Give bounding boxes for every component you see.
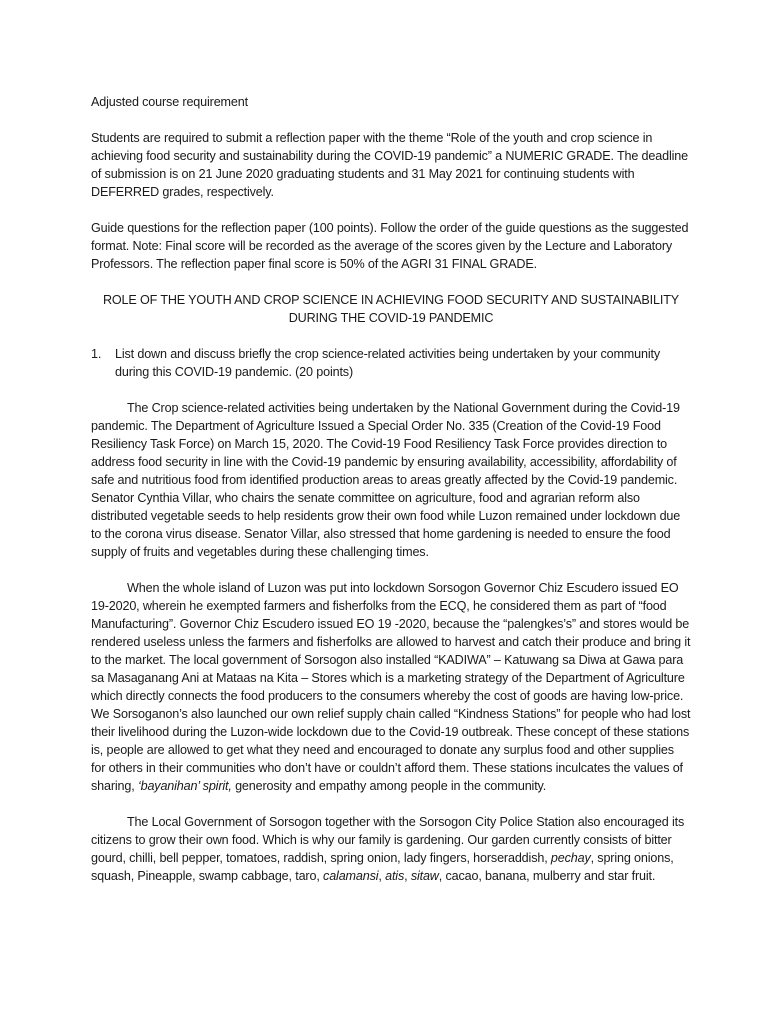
- paragraph-3-text-b: , spring onions, squash, Pineapple, swamp cabbage, taro,: [91, 851, 674, 883]
- question-item: [91, 345, 691, 381]
- paragraph-2-text-b: generosity and empathy among people in the community.: [231, 779, 547, 793]
- paragraph-2-italic: ‘bayanihan’ spirit,: [137, 779, 232, 793]
- paragraph-3-sitaw: sitaw: [410, 869, 439, 883]
- guide-paragraph: Guide questions for the reflection paper (100 points). Follow the order of the guide questions as the suggested format. Note: Final score will be recorded as the average of the scores given by the Lecture and Laboratory Professors. The reflection paper final score is 50% of the AGRI 31 FINAL GRADE.: [91, 221, 689, 271]
- question-number: 1.: [91, 347, 102, 361]
- paragraph-3-calamansi: calamansi: [323, 869, 379, 883]
- paragraph-2-text-a: When the whole island of Luzon was put into lockdown Sorsogon Governor Chiz Escudero issued EO 19-2020, wherein he exempted farmers and fisherfolks from the ECQ, he considered them as part of “food Manufacturing”. Governor Chiz Escudero issued EO 19 -2020, because the “palengkes’s” and stores would be rendered useless unless the farmers and fisherfolks are allowed to harvest and catch their produce and bring it to the market. The local government of Sorsogon also installed “KADIWA” – Katuwang sa Diwa at Gawa para sa Masaganang Ani at Mataas na Kita – Stores which is a marketing strategy of the Department of Agriculture which directly connects the food producers to the consumers whereby the cost of goods are having low-price. We Sorsoganon’s also launched our own relief supply chain called “Kindness Stations” for people who had lost their livelihood during the Luzon-wide lockdown due to the Covid-19 outbreak. These concept of these stations is, people are allowed to get what they need and encouraged to donate any surplus food and other supplies for others in their communities who don’t have or couldn’t afford them. These stations inculcates the values of sharing,: [91, 581, 691, 793]
- body-paragraph-1: The Crop science-related activities being undertaken by the National Government during the Covid-19 pandemic. The Department of Agriculture Issued a Special Order No. 335 (Creation of the Covid-19 Food Resiliency Task Force) on March 15, 2020. The Covid-19 Food Resiliency Task Force provides direction to address food security in line with the Covid-19 pandemic by ensuring availability, accessibility, affordability of safe and nutritious food from identified production areas to areas greatly affected by the Covid-19 pandemic. Senator Cynthia Villar, who chairs the senate committee on agriculture, food and agrarian reform also distributed vegetable seeds to help residents grow their own food while Luzon remained under lockdown due to the corona virus disease. Senator Villar, also stressed that home gardening is needed to ensure the food supply of fruits and vegetables during these challenging times.: [91, 401, 681, 559]
- question-text: List down and discuss briefly the crop science-related activities being undertaken by your community during this COVID-19 pandemic. (20 points): [115, 347, 661, 379]
- document-page: [91, 93, 691, 885]
- body-paragraph-2: [91, 579, 691, 795]
- section-heading: ROLE OF THE YOUTH AND CROP SCIENCE IN ACHIEVING FOOD SECURITY AND SUSTAINABILITY DURING THE COVID-19 PANDEMIC: [102, 293, 680, 325]
- body-paragraph-3: [91, 813, 691, 885]
- paragraph-3-text-e: , cacao, banana, mulberry and star fruit.: [438, 869, 656, 883]
- paragraph-3-pechay: pechay: [550, 851, 591, 865]
- intro-paragraph: Students are required to submit a reflection paper with the theme “Role of the youth and crop science in achieving food security and sustainability during the COVID-19 pandemic” a NUMERIC GRADE. The deadline of submission is on 21 June 2020 graduating students and 31 May 2021 for continuing students with DEFERRED grades, respectively.: [91, 131, 688, 199]
- document-title: Adjusted course requirement: [91, 95, 248, 109]
- paragraph-3-atis: atis: [385, 869, 405, 883]
- paragraph-3-text-a: The Local Government of Sorsogon together with the Sorsogon City Police Station also encouraged its citizens to grow their own food. Which is why our family is gardening. Our garden currently consists of bitter gourd, chilli, bell pepper, tomatoes, raddish, spring onion, lady fingers, horseraddish,: [91, 815, 685, 865]
- paragraph-3-text-c: ,: [378, 869, 386, 883]
- paragraph-3-text-d: ,: [404, 869, 411, 883]
